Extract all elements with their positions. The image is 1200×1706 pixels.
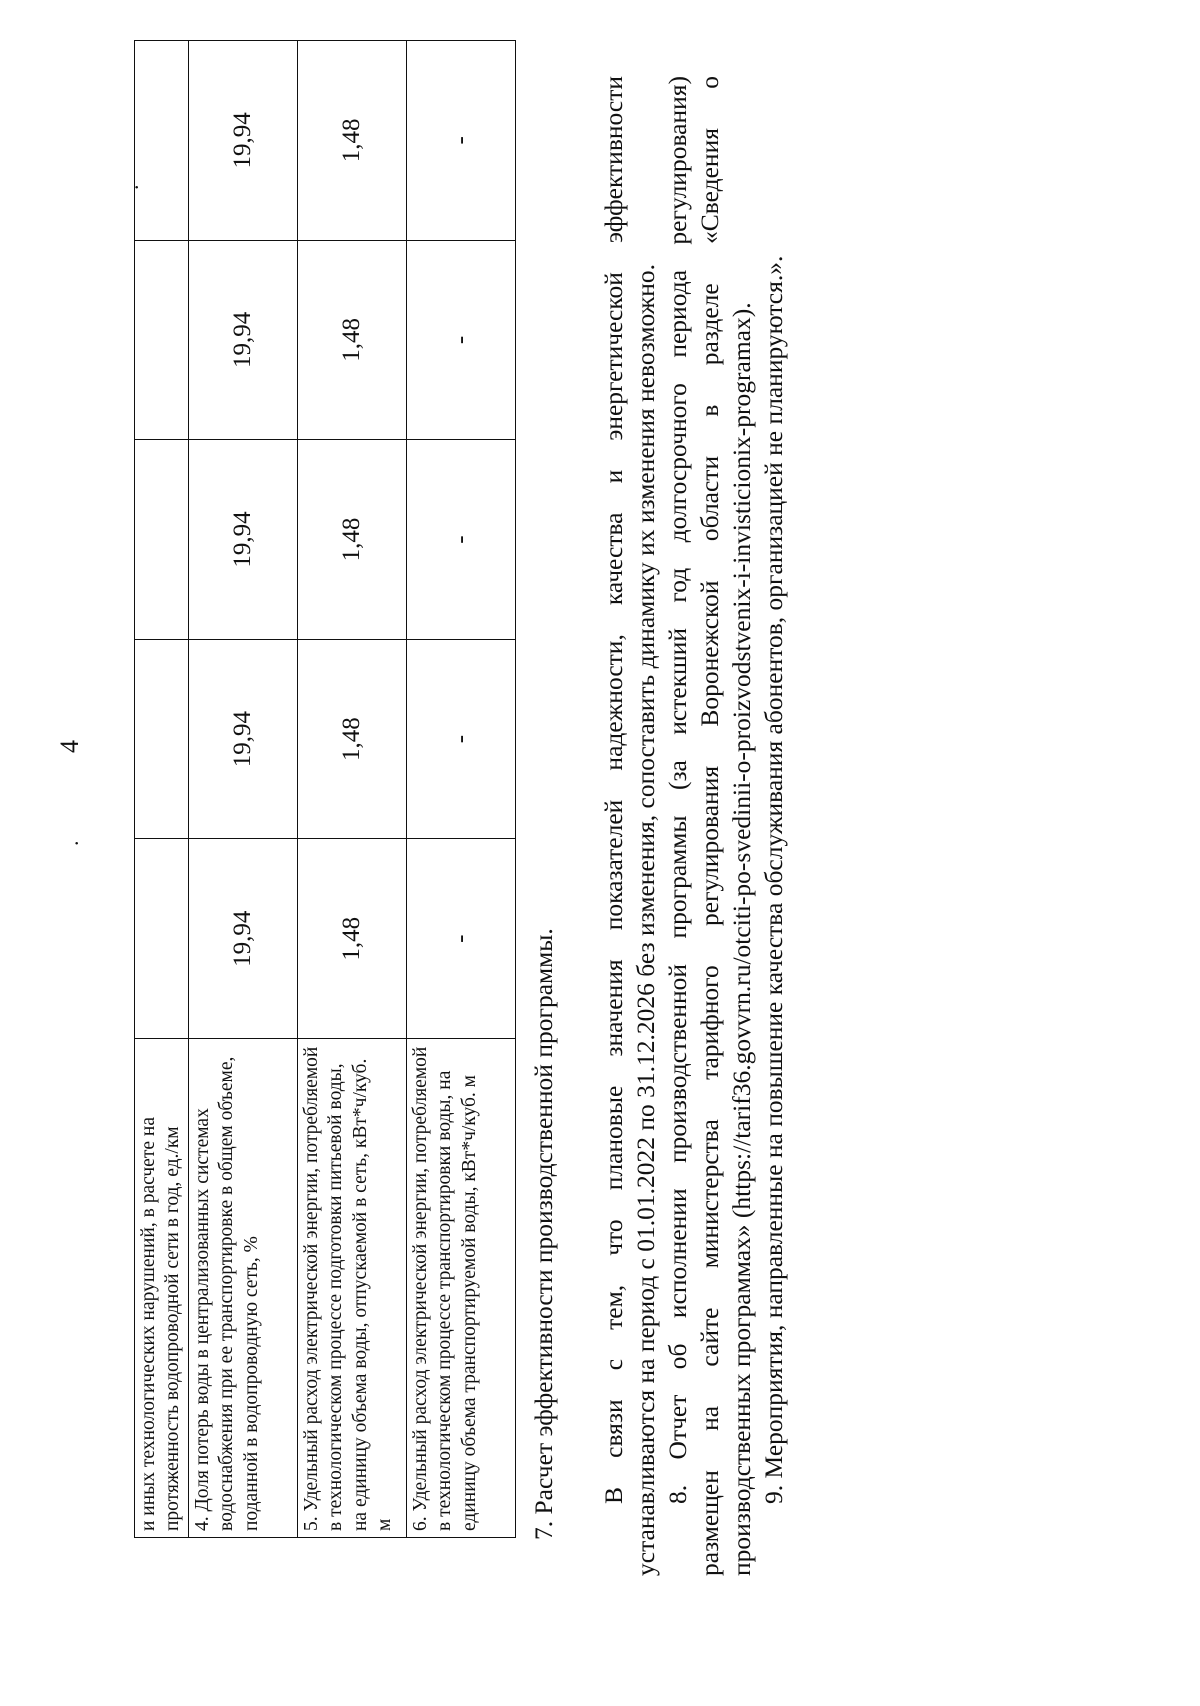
indicator-value: -	[406, 240, 515, 440]
indicator-label: 6. Удельный расход электрической энергии, потребляемой в технологическом процессе транспортировки воды, на единицу объема транспортируемой воды, кВт*ч/куб. м	[406, 1039, 515, 1538]
indicator-value: -	[406, 639, 515, 839]
indicator-value	[135, 639, 189, 839]
section-8-paragraph-line: размещен на сайте министерства тарифного регулирования Воронежской области в разделе «Сведения о	[695, 76, 724, 1576]
table-row	[406, 41, 515, 1538]
indicator-value: 19,94	[188, 41, 297, 241]
section-7-paragraph-line: устанавливаются на период с 01.01.2022 по 31.12.2026 без изменения, сопоставить динамику их изменения невозможно.	[631, 264, 660, 1576]
indicator-label: и иных технологических нарушений, в расчете на протяженность водопроводной сети в год, ед./км	[135, 1039, 189, 1538]
indicator-value: 19,94	[188, 839, 297, 1039]
section-7-paragraph-line: В связи с тем, что плановые значения показателей надежности, качества и энергетической эффективности	[599, 76, 628, 1504]
section-7-heading: 7. Расчет эффективности производственной программы.	[529, 928, 558, 1540]
table-row	[297, 41, 406, 1538]
indicator-value	[135, 839, 189, 1039]
body-text	[528, 76, 790, 1576]
section-8-paragraph-line: 8. Отчет об исполнении производственной программы (за истекший год долгосрочного периода регулирования)	[663, 76, 692, 1504]
indicator-value	[135, 41, 189, 241]
indicator-value: 1,48	[297, 41, 406, 241]
section-8-paragraph-line: производственных программах» (https://tarif36.govvrn.ru/otciti-po-svedinii-o-proizvodstvenix-i-invisticionix-programax).	[727, 302, 756, 1576]
indicator-value: -	[406, 41, 515, 241]
indicator-value: 1,48	[297, 440, 406, 640]
indicator-value: 19,94	[188, 639, 297, 839]
indicator-value	[135, 240, 189, 440]
scan-dot-mark: .	[118, 184, 143, 190]
indicator-value: -	[406, 839, 515, 1039]
indicator-value: 19,94	[188, 440, 297, 640]
indicator-label: 5. Удельный расход электрической энергии, потребляемой в технологическом процессе подготовки питьевой воды, на единицу объема воды, отпускаемой в сеть, кВт*ч/куб. м	[297, 1039, 406, 1538]
table-row	[188, 41, 297, 1538]
indicator-value	[135, 440, 189, 640]
indicator-label: 4. Доля потерь воды в централизованных системах водоснабжения при ее транспортировке в общем объеме, поданной в водопроводную сеть, %	[188, 1039, 297, 1538]
page-number: 4	[55, 740, 84, 753]
indicator-value: 1,48	[297, 639, 406, 839]
indicator-value: -	[406, 440, 515, 640]
table-row	[135, 41, 189, 1538]
indicator-value: 1,48	[297, 240, 406, 440]
indicator-value: 1,48	[297, 839, 406, 1039]
indicator-value: 19,94	[188, 240, 297, 440]
section-9-paragraph-line: 9. Мероприятия, направленные на повышение качества обслуживания абонентов, организацией не планируются.».	[759, 255, 788, 1504]
indicators-table	[134, 40, 516, 1538]
scan-dot-mark: .	[58, 840, 83, 846]
